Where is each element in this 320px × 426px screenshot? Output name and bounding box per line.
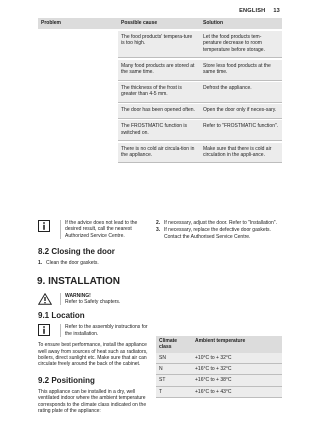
list-number: 1.: [38, 260, 43, 267]
climate-class-cell: N: [156, 364, 192, 375]
warning-note: [38, 293, 148, 306]
climate-class-cell: T: [156, 386, 192, 397]
warning-text: Refer to Safety chapters.: [65, 299, 121, 306]
solution-cell: Make sure that there is cold air circulation in the appli-ance.: [200, 143, 282, 163]
info-icon: [38, 324, 60, 337]
cause-cell: The food products' tempera-ture is too high.: [118, 31, 200, 58]
page-number: 13: [273, 8, 280, 14]
table-header-row: [38, 18, 282, 29]
solution-cell: Refer to "FROSTMATIC function".: [200, 120, 282, 140]
table-row: [38, 31, 282, 58]
solution-cell: Store less food products at the same time.: [200, 60, 282, 80]
problem-cell: [38, 143, 118, 163]
cause-cell: The FROSTMATIC function is switched on.: [118, 120, 200, 140]
positioning-paragraph: This appliance can be installed in a dry, well ventilated indoor where the ambient temperature corresponds to the climate class indicated on the rating plate of the appliance:: [38, 388, 147, 415]
troubleshooting-table: [38, 18, 282, 163]
column-header: Ambient temperature: [192, 336, 282, 352]
list-item: [156, 220, 282, 226]
column-header: Problem: [38, 18, 118, 29]
problem-cell: [38, 120, 118, 140]
temperature-cell: +16°C to + 43°C: [192, 386, 282, 397]
table-row: [38, 143, 282, 163]
page-header: [239, 8, 280, 14]
section-heading-closing-door: 8.2 Closing the door: [38, 247, 115, 257]
list-number: 2.: [156, 220, 161, 226]
location-note-text: Refer to the assembly instructions for the installation.: [60, 324, 148, 337]
table-row: [38, 120, 282, 140]
section-heading-positioning: 9.2 Positioning: [38, 375, 95, 385]
temperature-cell: +16°C to + 38°C: [192, 375, 282, 386]
problem-cell: [38, 82, 118, 102]
warning-icon: [38, 293, 60, 306]
problem-cell: [38, 31, 118, 58]
column-header: Solution: [200, 18, 282, 29]
chapter-heading-installation: 9. INSTALLATION: [37, 275, 120, 287]
left-column: [38, 220, 148, 415]
warning-title: WARNING!: [65, 292, 91, 299]
table-row: [38, 60, 282, 80]
table-row: [156, 364, 282, 375]
temperature-cell: +16°C to + 32°C: [192, 364, 282, 375]
info-icon: [38, 220, 60, 239]
list-item: [38, 260, 148, 266]
header-language: ENGLISH: [239, 8, 266, 14]
solution-cell: Open the door only if neces-sary.: [200, 104, 282, 118]
cause-cell: Many food products are stored at the same time.: [118, 60, 200, 80]
section-heading-location: 9.1 Location: [38, 311, 85, 321]
location-note: [38, 324, 148, 337]
column-header: Climate class: [156, 336, 192, 352]
temperature-cell: +10°C to + 32°C: [192, 353, 282, 364]
info-note: [38, 220, 148, 239]
list-number: 3.: [156, 227, 161, 234]
table-row: [38, 82, 282, 102]
table-row: [156, 375, 282, 386]
warning-text-block: [60, 293, 148, 306]
climate-class-table: [156, 336, 282, 398]
right-column: [156, 220, 282, 398]
climate-class-cell: SN: [156, 353, 192, 364]
info-note-text: If the advice does not lead to the desired result, call the nearest Authorized Service Centre.: [60, 220, 148, 239]
solution-cell: Defrost the appliance.: [200, 82, 282, 102]
problem-cell: [38, 60, 118, 80]
location-paragraph: To ensure best performance, install the appliance well away from sources of heat such as radiators, boilers, direct sunlight etc. Make sure that air can circulate freely around the back of the cabinet.: [38, 342, 148, 368]
cause-cell: The thickness of the frost is greater than 4-5 mm.: [118, 82, 200, 102]
climate-class-cell: ST: [156, 375, 192, 386]
list-text: Clean the door gaskets.: [46, 260, 99, 267]
cause-cell: The door has been opened often.: [118, 104, 200, 118]
table-row: [156, 353, 282, 364]
list-item: [156, 227, 282, 240]
list-text: If necessary, replace the defective door gaskets. Contact the Authorised Service Centre.: [164, 227, 271, 240]
cause-cell: There is no cold air circula-tion in the appliance.: [118, 143, 200, 163]
column-header: Possible cause: [118, 18, 200, 29]
list-text: If necessary, adjust the door. Refer to "Installation".: [164, 220, 277, 226]
table-row: [38, 104, 282, 118]
problem-cell: [38, 104, 118, 118]
solution-cell: Let the food products tem-perature decrease to room temperature before storage.: [200, 31, 282, 58]
table-row: [156, 386, 282, 397]
table-header-row: [156, 336, 282, 352]
